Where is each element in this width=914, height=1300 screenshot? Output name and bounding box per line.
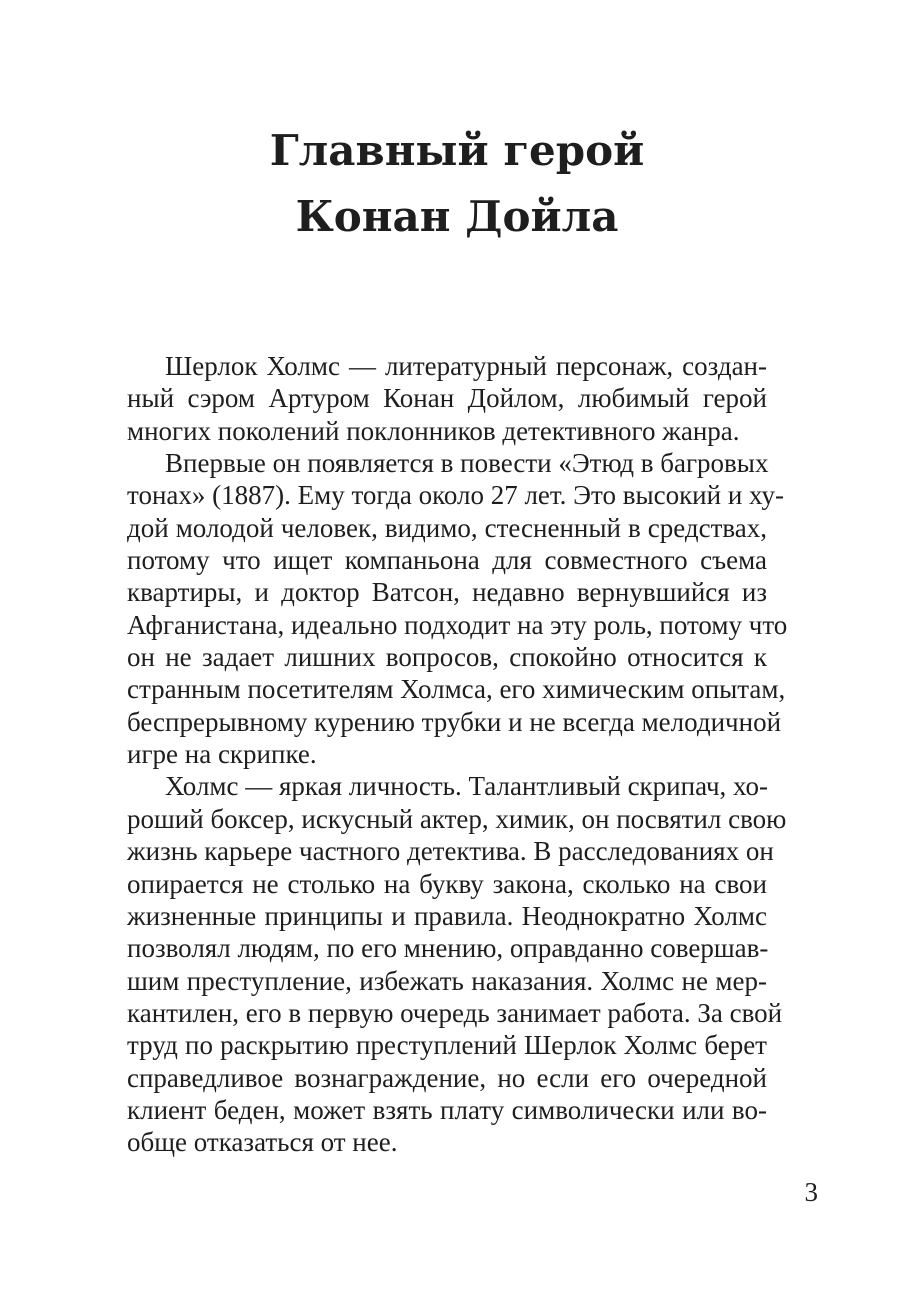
chapter-title — [0, 118, 914, 250]
text-line: обще отказаться от нее. — [127, 1127, 398, 1158]
chapter-title-line-1: Главный герой — [269, 126, 645, 175]
text-line: Холмс — яркая личность. Талантливый скрипач, хо- — [165, 771, 769, 802]
text-line: кантилен, его в первую очередь занимает работа. За свой — [127, 997, 783, 1028]
body-text — [127, 350, 788, 1159]
text-line: справедливое вознаграждение, но если его очередной — [127, 1062, 767, 1093]
text-line: шим преступление, избежать наказания. Холмс не мер- — [127, 965, 767, 996]
text-line: клиент беден, может взять плату символически или во- — [127, 1094, 767, 1125]
text-line: дой молодой человек, видимо, стесненный в средствах, — [127, 512, 767, 543]
paragraph-1 — [127, 350, 767, 447]
text-line: потому что ищет компаньона для совместного съема — [127, 545, 767, 576]
page-number: 3 — [804, 1177, 818, 1207]
text-line: странным посетителям Холмса, его химическим опытам, — [127, 674, 786, 705]
text-line: ный сэром Артуром Конан Дойлом, любимый герой — [127, 383, 767, 414]
text-line: игре на скрипке. — [127, 739, 317, 770]
text-line: жизнь карьере частного детектива. В расследованиях он — [127, 836, 774, 867]
text-line: Шерлок Холмс — литературный персонаж, создан- — [165, 351, 767, 381]
text-line: Впервые он появляется в повести «Этюд в багровых — [165, 448, 769, 479]
text-line: Афганистана, идеально подходит на эту роль, потому что — [127, 609, 788, 640]
text-line: квартиры, и доктор Ватсон, недавно вернувшийся из — [127, 577, 767, 608]
text-line: многих поколений поклонников детективного жанра. — [127, 415, 740, 446]
text-line: позволял людям, по его мнению, оправданно совершав- — [127, 933, 769, 964]
text-line: беспрерывному курению трубки и не всегда мелодичной — [127, 706, 782, 737]
text-line: опирается не столько на букву закона, сколько на свои — [127, 868, 767, 899]
text-line: жизненные принципы и правила. Неоднократно Холмс — [127, 900, 767, 931]
text-line: он не задает лишних вопросов, спокойно относится к — [127, 642, 767, 673]
chapter-title-line-2: Конан Дойла — [295, 192, 619, 241]
text-line: роший боксер, искусный актер, химик, он посвятил свою — [127, 803, 787, 834]
text-line: труд по раскрытию преступлений Шерлок Холмс берет — [127, 1030, 767, 1061]
paragraph-3 — [127, 770, 787, 1158]
paragraph-2 — [127, 447, 788, 770]
text-line: тонах» (1887). Ему тогда около 27 лет. Это высокий и ху- — [127, 480, 784, 511]
